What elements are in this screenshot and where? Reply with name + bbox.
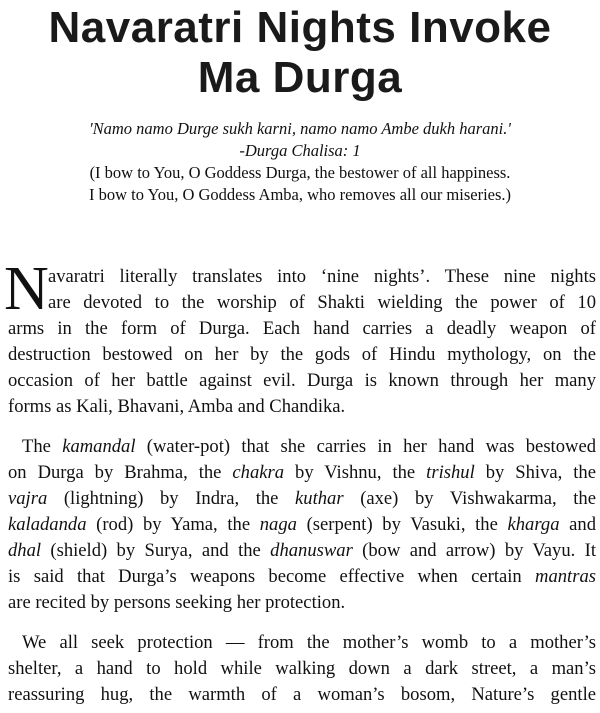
text-run: (lightning) by Indra, the [47, 488, 296, 509]
text-run: The [22, 436, 63, 457]
paragraph-line: forms as Kali, Bhavani, Amba and Chandika. [8, 396, 346, 417]
paragraph-line: avaratri literally translates into ‘nine nights’. These nine nights [48, 266, 596, 287]
italic-term: dhanuswar [270, 540, 353, 561]
italic-term: naga [259, 514, 297, 535]
italic-term: kaladanda [8, 514, 87, 535]
italic-term: mantras [535, 566, 596, 587]
drop-cap: N [4, 255, 49, 323]
text-run: (shield) by Surya, and the [41, 540, 271, 561]
text-run: (bow and arrow) by Vayu. It [352, 540, 597, 561]
italic-term: kamandal [62, 436, 136, 457]
paragraph-line: reassuring hug, the warmth of a woman’s bosom, Nature’s gentle [8, 684, 596, 705]
epigraph-source: -Durga Chalisa: 1 [239, 141, 361, 160]
text-run: by Shiva, the [474, 462, 596, 483]
paragraph-line [8, 460, 596, 486]
text-run: and [559, 514, 596, 535]
paragraph-line: arms in the form of Durga. Each hand carries a deadly weapon of [8, 318, 596, 339]
italic-term: chakra [232, 462, 285, 483]
text-run: (axe) by Vishwakarma, the [343, 488, 596, 509]
paragraph-line: We all seek protection — from the mother’s womb to a mother’s [22, 632, 596, 653]
text-run: (water-pot) that she carries in her hand was bestowed [135, 436, 596, 457]
paragraph-line: are recited by persons seeking her protection. [8, 592, 346, 613]
paragraph-line [8, 434, 596, 460]
text-run: (rod) by Yama, the [86, 514, 260, 535]
epigraph-quote: 'Namo namo Durge sukh karni, namo namo Ambe dukh harani.' [89, 119, 511, 138]
paragraph-line [8, 538, 596, 564]
epigraph-translation-line-2: I bow to You, O Goddess Amba, who removes all our miseries.) [88, 185, 512, 204]
paragraph-line: are devoted to the worship of Shakti wielding the power of 10 [48, 292, 596, 313]
epigraph-translation-line-1: (I bow to You, O Goddess Durga, the bestower of all happiness. [89, 163, 511, 182]
chapter-title-line-2: Ma Durga [197, 53, 403, 102]
italic-term: vajra [8, 488, 48, 509]
italic-term: dhal [8, 540, 42, 561]
chapter-title-line-1: Navaratri Nights Invoke [48, 3, 552, 52]
paragraph-line [8, 512, 596, 538]
text-run: is said that Durga’s weapons become effective when certain [8, 566, 536, 587]
paragraph-line: occasion of her battle against evil. Durga is known through her many [8, 370, 596, 391]
italic-term: trishul [426, 462, 475, 483]
text-run: on Durga by Brahma, the [8, 462, 233, 483]
paragraph-line: destruction bestowed on her by the gods of Hindu mythology, on the [8, 344, 596, 365]
italic-term: kuthar [295, 488, 344, 509]
paragraph-line [8, 564, 596, 590]
paragraph-line [8, 486, 596, 512]
text-run: (serpent) by Vasuki, the [296, 514, 508, 535]
paragraph-line: shelter, a hand to hold while walking down a dark street, a man’s [8, 658, 596, 679]
italic-term: kharga [507, 514, 560, 535]
text-run: by Vishnu, the [284, 462, 427, 483]
